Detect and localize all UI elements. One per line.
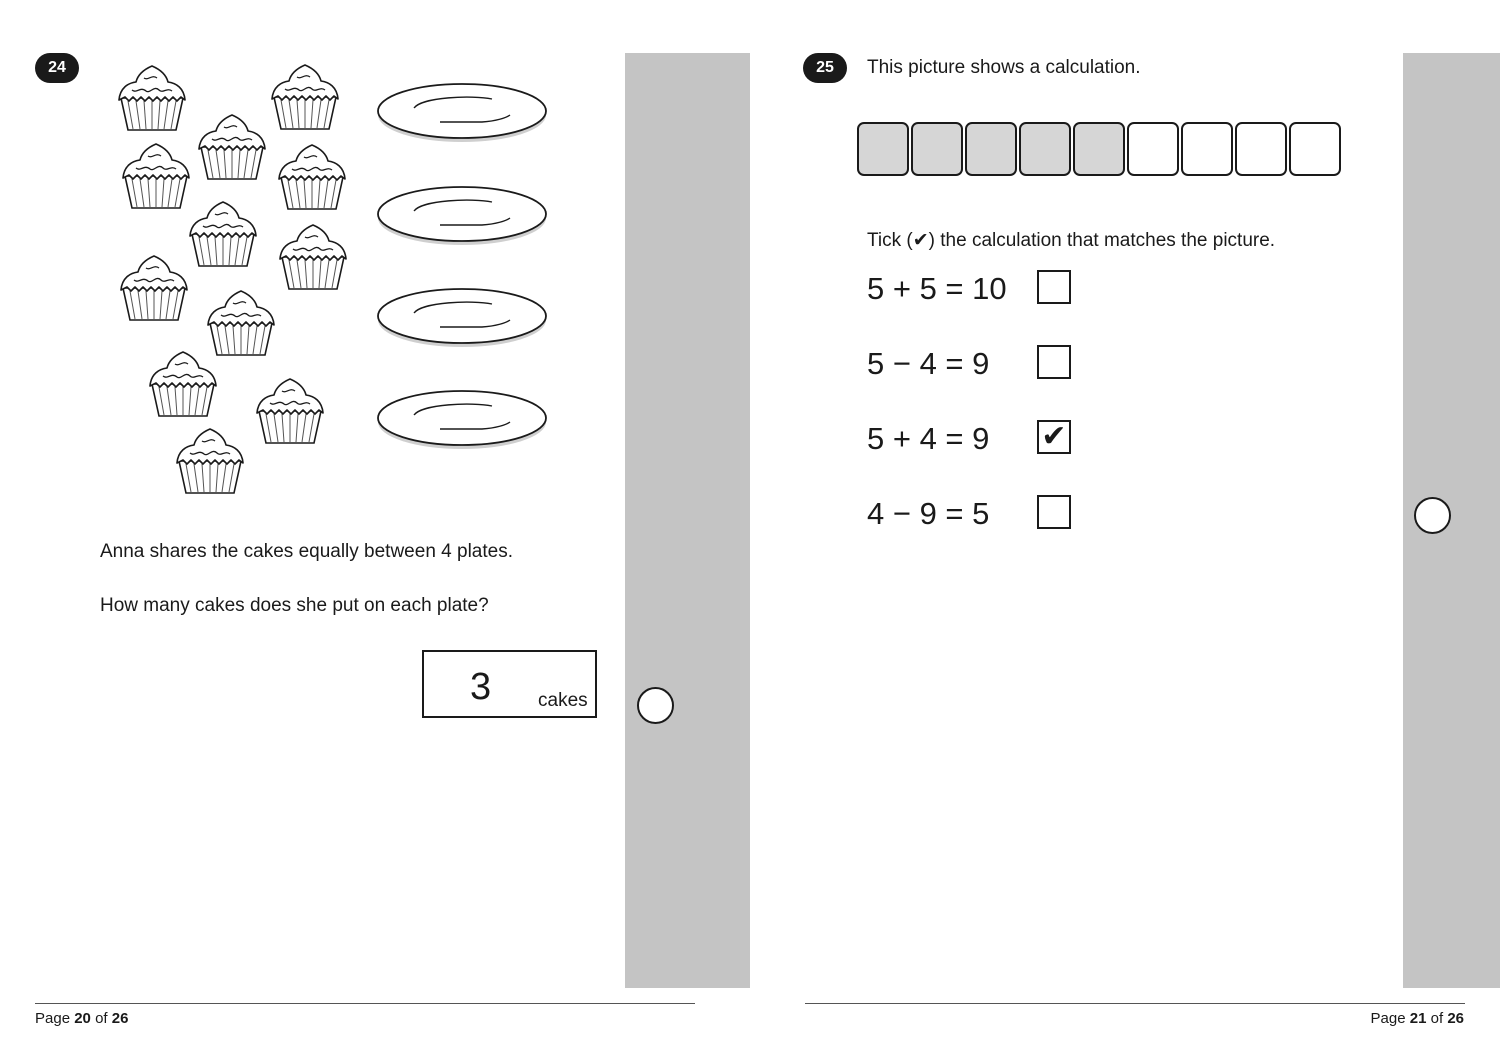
question-intro: This picture shows a calculation. (867, 57, 1141, 78)
option-2-text: 5 − 4 = 9 (867, 346, 990, 381)
page-footer-left: Page 20 of 26 (35, 1010, 129, 1027)
option-1-checkbox[interactable] (1037, 270, 1071, 304)
option-4-text: 4 − 9 = 5 (867, 496, 990, 531)
bar-cell-shaded (911, 122, 963, 176)
cupcake (190, 202, 256, 266)
question-number-24: 24 (35, 53, 79, 83)
bar-cell-empty (1181, 122, 1233, 176)
cupcake (279, 145, 345, 209)
mark-circle-q25 (1414, 497, 1451, 534)
cupcake (177, 429, 243, 493)
bar-model (857, 122, 1343, 176)
option-3-checkbox[interactable] (1037, 420, 1071, 454)
cupcake (257, 379, 323, 443)
bar-cell-shaded (1073, 122, 1125, 176)
answer-box[interactable] (422, 650, 597, 718)
option-1-text: 5 + 5 = 10 (867, 271, 1007, 306)
bar-cell-shaded (965, 122, 1017, 176)
mark-circle-q24 (637, 687, 674, 724)
question-text-share: Anna shares the cakes equally between 4 plates. (100, 541, 513, 562)
footer-rule-right (805, 1003, 1465, 1004)
plate (378, 289, 546, 347)
cupcake (121, 256, 187, 320)
plate (378, 187, 546, 245)
footer-rule-left (35, 1003, 695, 1004)
cakes-and-plates-illustration (100, 55, 570, 505)
instruction-text: Tick (✔) the calculation that matches the picture. (867, 230, 1276, 251)
tick-icon: ✔ (1041, 420, 1067, 453)
page-footer-right: Page 21 of 26 (1370, 1010, 1464, 1027)
marking-margin-left (625, 53, 750, 988)
bar-cell-empty (1127, 122, 1179, 176)
cupcake (150, 352, 216, 416)
question-text-how-many: How many cakes does she put on each plate? (100, 595, 489, 616)
option-3-text: 5 + 4 = 9 (867, 421, 990, 456)
bar-cell-shaded (857, 122, 909, 176)
bar-cell-empty (1289, 122, 1341, 176)
question-number-25: 25 (803, 53, 847, 83)
option-4-checkbox[interactable] (1037, 495, 1071, 529)
bar-cell-empty (1235, 122, 1287, 176)
cupcake (119, 66, 185, 130)
cupcake (208, 291, 274, 355)
cupcake (123, 144, 189, 208)
cupcake (199, 115, 265, 179)
bar-cell-shaded (1019, 122, 1071, 176)
answer-unit: cakes (538, 690, 588, 711)
answer-value: 3 (470, 666, 492, 708)
option-2-checkbox[interactable] (1037, 345, 1071, 379)
plate (378, 391, 546, 449)
cupcake (272, 65, 338, 129)
plate (378, 84, 546, 142)
cupcake (280, 225, 346, 289)
